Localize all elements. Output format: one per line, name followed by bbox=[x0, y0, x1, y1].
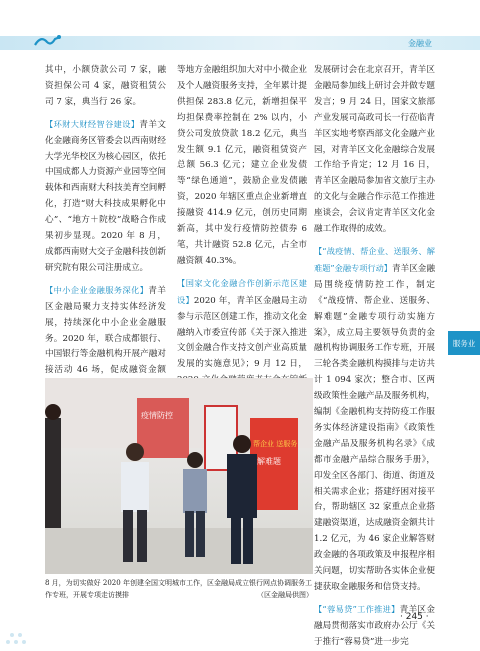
photo-credit: （区金融局供图） bbox=[257, 591, 313, 599]
paragraph-text: 2020 年，青羊区金融局主动参与示范区创建工作，推动文化金融纳入市委宣传部《关于深入推进文创金融合作支持文创产业高质量发展的实施意见》；9 月 12 日， bbox=[177, 295, 307, 370]
paragraph: 发展研讨会在北京召开，青羊区金融局参加线上研讨会并做专题发言；9 月 24 日，国家文旅部产业发展司高政司长一行莅临青羊区实地考察西部文化金融产业园，对青羊区文化金融综合发展工作给予肯定；12 月 16 日，青羊区金融局参加省文旅厅主办的文化与金融合作示范工作推进座谈会，会议肯定青羊区文化金融工作取得的成效。 bbox=[314, 65, 435, 235]
paragraph-text: 青羊文化金融商务区管委会以西南财经大学光华校区为核心园区，依托中国成都人力资源产业园等空间载体和西南财大科技美育空间孵化，打造“财大科技成果孵化中心”、“地方＋院校”战略合作成果初步显现。2020 年 8 月，成都西南财大交子金融科技创新研究院有限公司注册成立。 bbox=[45, 119, 166, 273]
section-heading: 【“战疫情、帮企业、送服务、解难题”金融专项行动】 bbox=[314, 245, 435, 273]
section-heading: 【中小企业金融服务深化】 bbox=[45, 284, 149, 295]
banner-left bbox=[137, 398, 189, 458]
photo-illustration bbox=[45, 378, 313, 574]
caption-text: 8 月，为切实做好 2020 年创建全国文明城市工作，区金融局成立银行网点协调服务工作专班，开展专项走访摸排 bbox=[45, 579, 312, 599]
paragraph-text: 青羊区金融局贯彻落实市政府办公厅《关于推行“蓉易贷”进一步完 bbox=[314, 604, 435, 647]
person-figure bbox=[45, 404, 61, 528]
section-heading: 【国家文化金融合作创新示范区建设】 bbox=[177, 277, 307, 305]
photo-caption bbox=[45, 577, 313, 601]
column-1 bbox=[45, 63, 166, 411]
paragraph bbox=[45, 117, 166, 277]
column-2 bbox=[177, 63, 307, 405]
banner-text: 帮企业 送服务 bbox=[253, 440, 298, 448]
section-heading: 【“蓉易贷”工作推进】 bbox=[314, 603, 400, 614]
header-title: 金融业 bbox=[408, 39, 432, 48]
paragraph bbox=[314, 602, 435, 651]
bank-hall-photo bbox=[45, 378, 313, 574]
paragraph: 其中，小额贷款公司 7 家，融资担保公司 4 家，融资租赁公司 7 家，典当行 26 家。 bbox=[45, 65, 166, 107]
logo-icon bbox=[33, 33, 63, 49]
paragraph-text: 青羊区金融局围绕疫情防控工作，制定《“战疫情、帮企业、送服务、解难题”金融专项行动实施方案》，成立局主要领导负责的金融机构协调服务工作专班，开展三轮各类金融机构摸排与走访共计 1 094 家次；整合市、区两级政策性金融产品及服务机构，编制《金融机构支持防疫工作服务实体经济建设指南》《政策性金融产品及服务机构名录》《成都市金融产品综合服务手册》，印发全区各部门、街道、街道及相关需求企业；搭建纾困对接平台，帮助辖区 32 家重点企业搭建融资渠道，达成融资金额共计 1.2 亿元，为 46 家企业解答财政金融的各项政策及申报程序相关问题，切实帮助各实体企业便捷获取金融服务和信贷支持。 bbox=[314, 263, 435, 592]
section-side-tab: 服务业 bbox=[448, 331, 480, 355]
banner-text: 解难题 bbox=[257, 457, 281, 466]
paragraph bbox=[314, 244, 435, 596]
decorative-dots bbox=[0, 620, 60, 650]
page-number: · 245 · bbox=[400, 612, 429, 622]
paragraph-text: 青羊区金融局聚力支持实体经济发展，持续深化中小企业金融服务。2020 年，联合成都银行、中国银行等金融机构开展产融对接活动 46 场，促成融资金额 bbox=[45, 285, 166, 376]
paragraph: 等地方金融组织加大对中小微企业及个人融资服务支持，全年累计提供担保 283.8 亿元，新增担保平均担保费率控制在 2% 以内，小贷公司发放贷款 18.2 亿元，典当发生额 9.1 亿元，融资租赁资产总额 56.3 亿元；建立企业发债等“绿色通道”，鼓励企业发债融资，2020 年辖区重点企业新增直接融资 414.9 亿元，创历史同期新高，其中发行疫情防控债券 6 笔，共计融资 52.8 亿元，占全市融资额 40.3%。 bbox=[177, 65, 307, 266]
section-heading: 【环财大财经智谷建设】 bbox=[45, 118, 140, 129]
banner-text: 疫情防控 bbox=[141, 411, 173, 420]
column-3 bbox=[314, 63, 435, 651]
